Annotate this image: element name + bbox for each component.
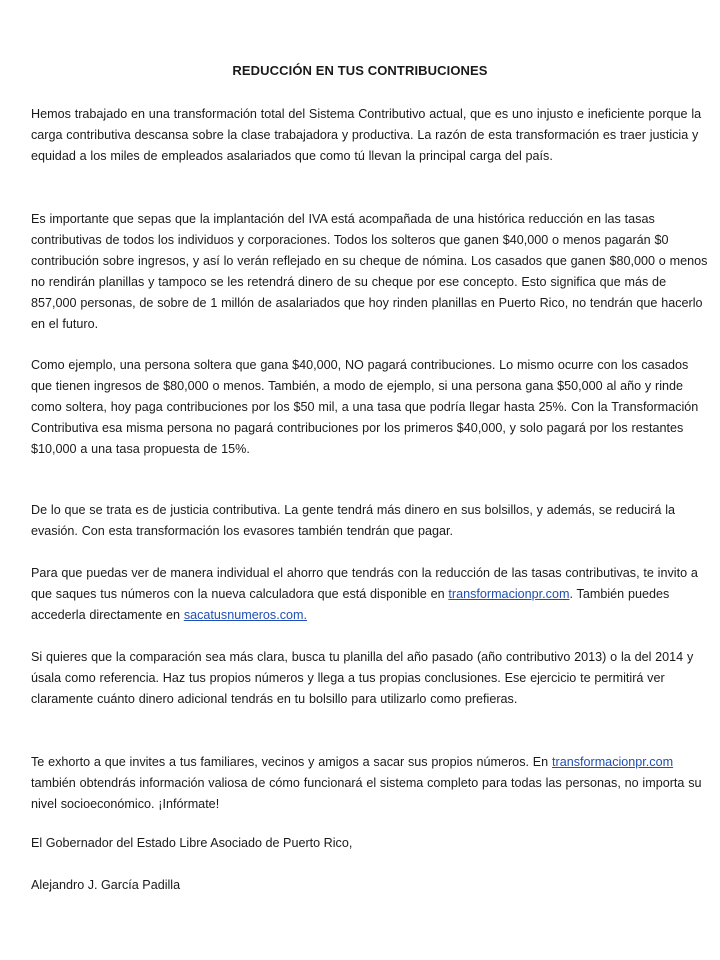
paragraph-5-text-b: . También puedes accederla directamente en [31,587,670,622]
paragraph-2: Es importante que sepas que la implantación del IVA está acompañada de una histórica reducción en las tasas contributivas de todos los individuos y corporaciones. Todos los solteros que ganen $40,000 o menos pagarán $0 contribución sobre ingresos, y así lo verán reflejado en su cheque de nómina. Los casados que ganen $80,000 o menos no rendirán planillas y tampoco se les retendrá dinero de su cheque por ese concepto. Esto significa que más de 857,000 personas, de sobre de 1 millón de asalariados que hoy rinden planillas en Puerto Rico, no tendrán que hacerlo en el futuro. [31,212,708,331]
paragraph-7-text-a: Te exhorto a que invites a tus familiares, vecinos y amigos a sacar sus propios números. En [31,755,552,769]
paragraph-7-text-b: también obtendrás información valiosa de cómo funcionará el sistema completo para todas las personas, no importa su nivel socioeconómico. ¡Infórmate! [31,776,702,811]
transformacionpr-link[interactable]: transformacionpr.com [448,587,570,601]
paragraph-5 [31,563,711,626]
document-title: REDUCCIÓN EN TUS CONTRIBUCIONES [232,63,488,78]
paragraph-7 [31,752,711,815]
paragraph-3: Como ejemplo, una persona soltera que gana $40,000, NO pagará contribuciones. Lo mismo ocurre con los casados que tienen ingresos de $80,000 o menos. También, a modo de ejemplo, si una persona gana $50,000 al año y rinde como soltera, hoy paga contribuciones por los $50 mil, a una tasa que podría llegar hasta 25%. Con la Transformación Contributiva esa misma persona no pagará contribuciones por los primeros $40,000, y solo pagará por los restantes $10,000 a una tasa propuesta de 15%. [31,358,699,456]
paragraph-6: Si quieres que la comparación sea más clara, busca tu planilla del año pasado (año contributivo 2013) o la del 2014 y úsala como referencia. Haz tus propios números y llega a tus propias conclusiones. Ese ejercicio te permitirá ver claramente cuánto dinero adicional tendrás en tu bolsillo para utilizarlo como prefieras. [31,650,694,706]
signature-name: Alejandro J. García Padilla [31,878,181,892]
paragraph-4: De lo que se trata es de justicia contributiva. La gente tendrá más dinero en sus bolsillos, y además, se reducirá la evasión. Con esta transformación los evasores también tendrán que pagar. [31,503,676,538]
sacatusnumeros-link[interactable]: sacatusnumeros.com. [183,608,308,622]
paragraph-5-text-a: Para que puedas ver de manera individual el ahorro que tendrás con la reducción de las tasas contributivas, te invito a que saques tus números con la nueva calculadora que está disponible en [31,566,698,601]
paragraph-1: Hemos trabajado en una transformación total del Sistema Contributivo actual, que es uno injusto e ineficiente porque la carga contributiva descansa sobre la clase trabajadora y productiva. La razón de esta transformación es traer justicia y equidad a los miles de empleados asalariados que como tú llevan la principal carga del país. [31,107,702,163]
transformacionpr-link-2[interactable]: transformacionpr.com [552,755,674,769]
signoff-line: El Gobernador del Estado Libre Asociado de Puerto Rico, [31,836,353,850]
